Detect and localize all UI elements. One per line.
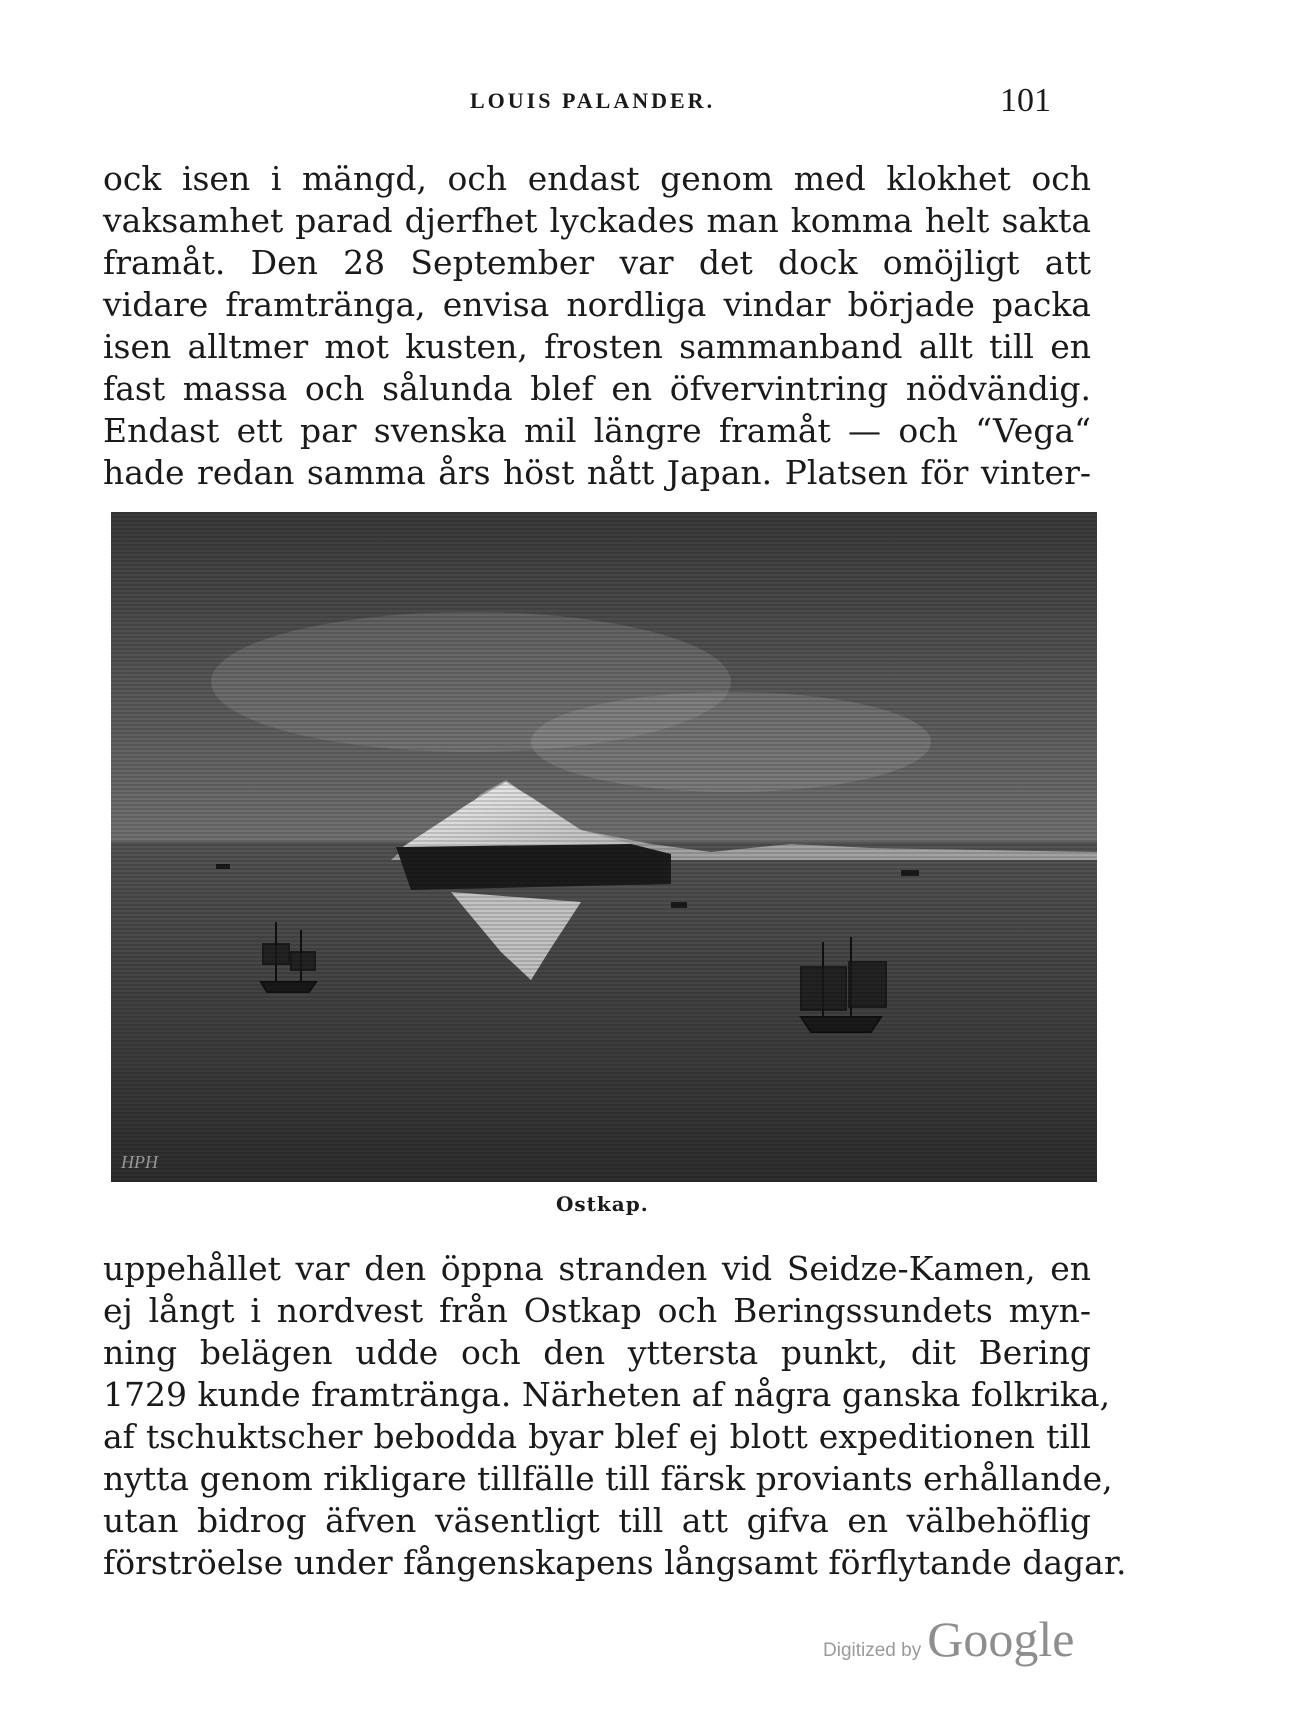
text-line: ning belägen udde och den yttersta punkt, dit Bering	[103, 1333, 1091, 1372]
text-line: utan bidrog äfven väsentligt till att gifva en välbehöflig	[103, 1501, 1091, 1540]
text-line: ej långt i nordvest från Ostkap och Beringssundets myn-	[103, 1291, 1091, 1330]
digitized-by-google-stamp	[823, 1610, 1074, 1668]
text-line: 1729 kunde framtränga. Närheten af några ganska folkrika,	[103, 1375, 1111, 1414]
text-line: fast massa och sålunda blef en öfvervintring nödvändig.	[103, 369, 1091, 408]
text-line: uppehållet var den öppna stranden vid Seidze-Kamen, en	[103, 1249, 1091, 1288]
text-line: ock isen i mängd, och endast genom med klokhet och	[103, 159, 1091, 198]
text-line: hade redan samma års höst nått Japan. Platsen för vinter-	[103, 453, 1091, 492]
text-line: af tschuktscher bebodda byar blef ej blott expeditionen till	[103, 1417, 1091, 1456]
text-line: nytta genom rikligare tillfälle till färsk proviants erhållande,	[103, 1459, 1113, 1498]
engraving-hatching	[111, 512, 1097, 1182]
text-line: förströelse under fångenskapens långsamt förflytande dagar.	[103, 1543, 1127, 1582]
text-line: Endast ett par svenska mil längre framåt — och “Vega“	[103, 411, 1091, 450]
figure-caption: Ostkap.	[556, 1192, 649, 1216]
text-line: isen alltmer mot kusten, frosten sammanband allt till en	[103, 327, 1091, 366]
google-wordmark: Google	[927, 1611, 1075, 1667]
artist-mark: HPH	[121, 1152, 158, 1172]
engraving-ostkap	[111, 512, 1097, 1182]
text-line: framåt. Den 28 September var det dock omöjligt att	[103, 243, 1091, 282]
digitized-label: Digitized by	[823, 1640, 922, 1661]
paragraph-top	[103, 158, 1091, 494]
paragraph-bottom	[103, 1248, 1127, 1584]
running-head: LOUIS PALANDER.	[470, 88, 716, 113]
text-line: vidare framtränga, envisa nordliga vindar började packa	[103, 285, 1091, 324]
text-line: vaksamhet parad djerfhet lyckades man komma helt sakta	[103, 201, 1091, 240]
page-number: 101	[1000, 82, 1051, 119]
